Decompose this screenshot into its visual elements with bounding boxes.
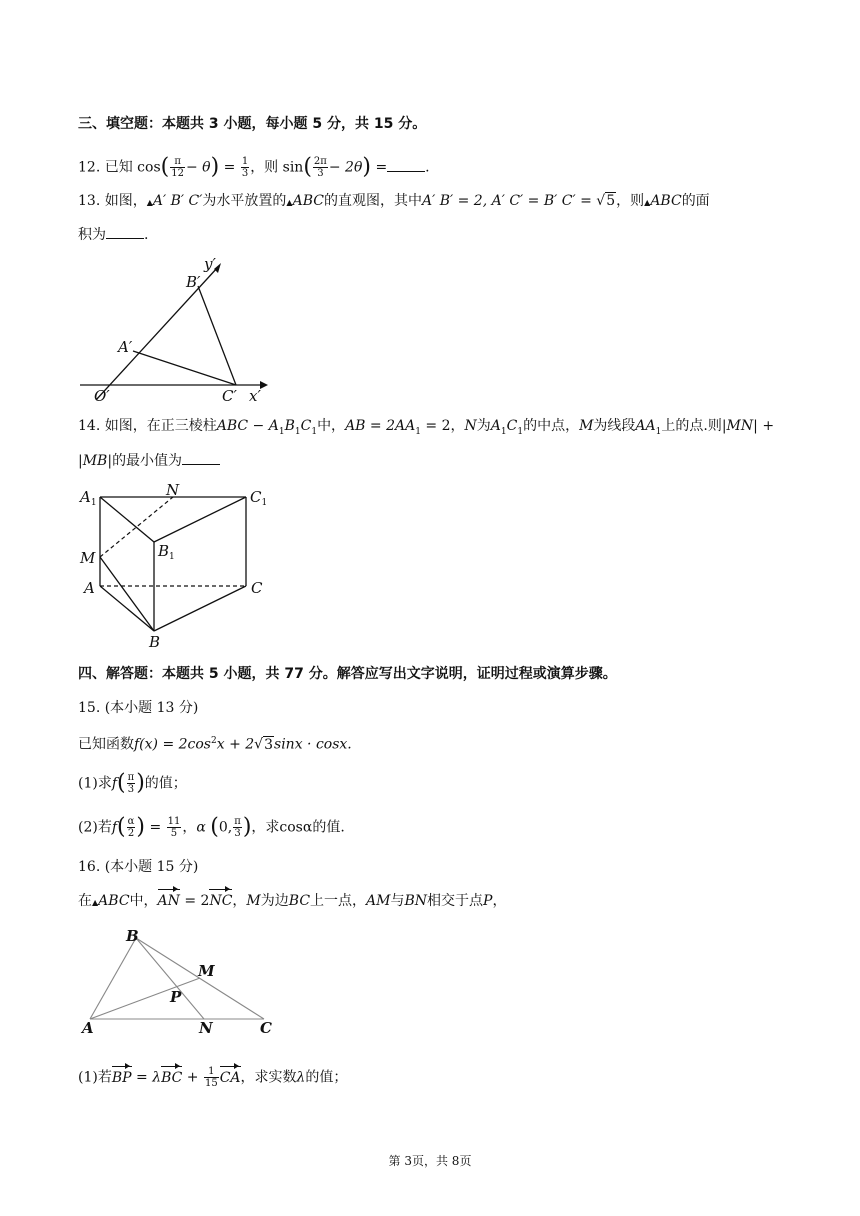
fig14-label-a: A [84, 579, 95, 597]
question-15-title: 15. (本小题 13 分) [78, 700, 199, 716]
question-14-line1: 14. 如图，在正三棱柱ABC − $A_1B_1C_1$中，AB = $2AA_1 = 2$，N为$A_1C_1$的中点，M为线段$AA_1$上的点.则|MN| + [78, 418, 775, 437]
answer-blank-12 [387, 159, 425, 172]
question-15-given: 已知函数$f(x) = 2\cos^2x + 2√3\sin x \cdot \cos x$. [78, 736, 352, 753]
question-16-part1: (1)若BP = λBC + $\frac{1}{15}$ CA，求实数λ的值； [78, 1066, 348, 1089]
fig14-label-c1: $C_1$ [250, 488, 268, 508]
fig14-label-m: M [80, 549, 96, 567]
fig13-label-y: y′ [204, 255, 216, 273]
question-15-part1: (1)求f( $\frac{\pi}{3}$ )的值； [78, 770, 187, 796]
section3-heading: 三、填空题：本题共 3 小题，每小题 5 分，共 15 分。 [78, 116, 427, 132]
question-16-given: 在▲ABC中，AN = 2NC，M为边BC上一点，AM与BN相交于点P， [78, 893, 507, 909]
figure-13-diagram [78, 255, 268, 405]
fig14-label-a1: $A_1$ [80, 488, 97, 508]
fig13-label-o: O′ [94, 387, 110, 405]
question-13-line2: 积为 . [78, 227, 149, 243]
question-16-title: 16. (本小题 15 分) [78, 859, 199, 875]
question-13-line1: 13. 如图，▲A′ B′ C′为水平放置的▲ABC的直观图，其中A′ B′ = 2, A′ C′ = B′ C′ = √5，则▲ABC的面 [78, 193, 710, 209]
fig13-label-x: x′ [249, 387, 261, 405]
question-14-line2: |MB|的最小值为 [78, 451, 220, 471]
answer-blank-13 [106, 226, 144, 239]
fig16-label-m: M [198, 962, 215, 980]
fig14-label-b: B [149, 633, 161, 650]
fig16-label-p: P [170, 988, 182, 1006]
figure-14-prism [76, 480, 276, 650]
question-12: 12. 已知 cos( $\frac{\pi}{12}$ − θ) = $\frac{1}{3}$ ，则 sin( $\frac{2\pi}{3}$ − 2θ) = . [78, 154, 430, 180]
fig13-label-b: B′ [186, 273, 201, 291]
fig14-label-c: C [251, 579, 263, 597]
fig13-label-c: C′ [222, 387, 237, 405]
fig14-label-n: N [166, 481, 180, 499]
page-footer: 第 3页，共 8页 [388, 1154, 472, 1168]
fig16-label-a: A [82, 1019, 94, 1037]
fig14-label-b1: $B_1$ [158, 542, 175, 562]
question-15-part2: (2)若f( $\frac{\alpha}{2}$ ) = $\frac{11}{5}$ ，α (0, $\frac{\pi}{3}$ )，求cosα的值. [78, 814, 345, 840]
section4-heading: 四、解答题：本题共 5 小题，共 77 分。解答应写出文字说明，证明过程或演算步骤。 [78, 666, 617, 682]
fig16-label-n: N [199, 1019, 213, 1037]
answer-blank-14 [182, 452, 220, 465]
fig16-label-c: C [260, 1019, 272, 1037]
fig16-label-b: B [126, 927, 139, 945]
figure-16-triangle [76, 925, 276, 1040]
fig13-label-a: A′ [118, 338, 133, 356]
